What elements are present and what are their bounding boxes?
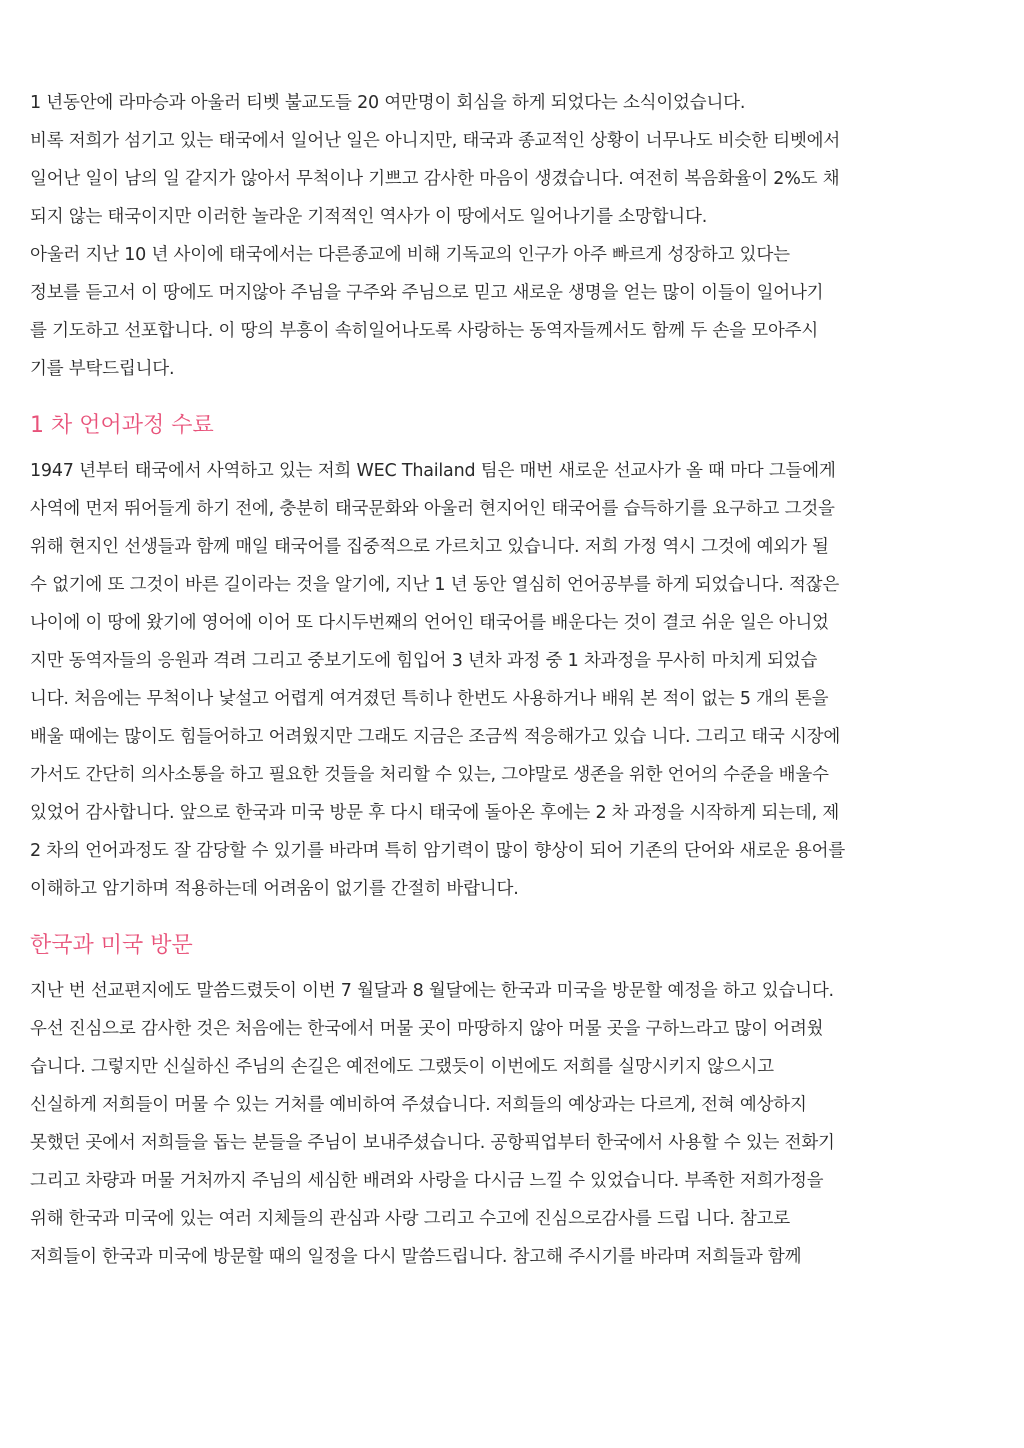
text-line: 지난 번 선교편지에도 말씀드렸듯이 이번 7 월달과 8 월달에는 한국과 미국을 방문할 예정을 하고 있습니다. [30, 981, 834, 1001]
text-line: 지만 동역자들의 응원과 격려 그리고 중보기도에 힘입어 3 년차 과정 중 1 차과정을 무사히 마치게 되었습 [30, 651, 818, 671]
text-line: 1947 년부터 태국에서 사역하고 있는 저희 WEC Thailand 팀은 매번 새로운 선교사가 올 때 마다 그들에게 [30, 461, 836, 481]
text-line: 아울러 지난 10 년 사이에 태국에서는 다른종교에 비해 기독교의 인구가 아주 빠르게 성장하고 있다는 [30, 245, 790, 265]
text-line: 위해 한국과 미국에 있는 여러 지체들의 관심과 사랑 그리고 수고에 진심으로감사를 드립 니다. 참고로 [30, 1209, 790, 1229]
text-line: 니다. 처음에는 무척이나 낯설고 어렵게 여겨졌던 특히나 한번도 사용하거나 배워 본 적이 없는 5 개의 톤을 [30, 689, 829, 709]
text-line: 를 기도하고 선포합니다. 이 땅의 부흥이 속히일어나도록 사랑하는 동역자들께서도 함께 두 손을 모아주시 [30, 321, 819, 341]
text-line: 있었어 감사합니다. 앞으로 한국과 미국 방문 후 다시 태국에 돌아온 후에는 2 차 과정을 시작하게 되는데, 제 [30, 803, 840, 823]
text-line: 신실하게 저희들이 머물 수 있는 거처를 예비하여 주셨습니다. 저희들의 예상과는 다르게, 전혀 예상하지 [30, 1095, 807, 1115]
text-line: 2 차의 언어과정도 잘 감당할 수 있기를 바라며 특히 암기력이 많이 향상이 되어 기존의 단어와 새로운 용어를 [30, 841, 846, 861]
text-line: 수 없기에 또 그것이 바른 길이라는 것을 알기에, 지난 1 년 동안 열심히 언어공부를 하게 되었습니다. 적잖은 [30, 575, 840, 595]
text-line: 일어난 일이 남의 일 같지가 않아서 무척이나 기쁘고 감사한 마음이 생겼습니다. 여전히 복음화율이 2%도 채 [30, 169, 840, 189]
document-body [30, 84, 990, 1276]
text-line: 위해 현지인 선생들과 함께 매일 태국어를 집중적으로 가르치고 있습니다. 저희 가정 역시 그것에 예외가 될 [30, 537, 829, 557]
text-line: 1 년동안에 라마승과 아울러 티벳 불교도들 20 여만명이 회심을 하게 되었다는 소식이었습니다. [30, 93, 746, 113]
text-line: 우선 진심으로 감사한 것은 처음에는 한국에서 머물 곳이 마땅하지 않아 머물 곳을 구하느라고 많이 어려웠 [30, 1019, 824, 1039]
text-line: 저희들이 한국과 미국에 방문할 때의 일정을 다시 말씀드립니다. 참고해 주시기를 바라며 저희들과 함께 [30, 1247, 802, 1267]
text-line: 나이에 이 땅에 왔기에 영어에 이어 또 다시두번째의 언어인 태국어를 배운다는 것이 결코 쉬운 일은 아니었 [30, 613, 829, 633]
text-line: 되지 않는 태국이지만 이러한 놀라운 기적적인 역사가 이 땅에서도 일어나기를 소망합니다. [30, 207, 708, 227]
section-heading-language-course: 1 차 언어과정 수료 [30, 413, 214, 438]
korea-usa-visit-paragraph [30, 972, 990, 1276]
text-line: 배울 때에는 많이도 힘들어하고 어려웠지만 그래도 지금은 조금씩 적응해가고 있습 니다. 그리고 태국 시장에 [30, 727, 841, 747]
text-line: 그리고 차량과 머물 거처까지 주님의 세심한 배려와 사랑을 다시금 느낄 수 있었습니다. 부족한 저희가정을 [30, 1171, 824, 1191]
text-line: 정보를 듣고서 이 땅에도 머지않아 주님을 구주와 주님으로 믿고 새로운 생명을 얻는 많이 이들이 일어나기 [30, 283, 824, 303]
text-line: 비록 저희가 섬기고 있는 태국에서 일어난 일은 아니지만, 태국과 종교적인 상황이 너무나도 비슷한 티벳에서 [30, 131, 841, 151]
text-line: 사역에 먼저 뛰어들게 하기 전에, 충분히 태국문화와 아울러 현지어인 태국어를 습득하기를 요구하고 그것을 [30, 499, 835, 519]
intro-paragraph [30, 84, 990, 388]
text-line: 가서도 간단히 의사소통을 하고 필요한 것들을 처리할 수 있는, 그야말로 생존을 위한 언어의 수준을 배울수 [30, 765, 829, 785]
text-line: 못했던 곳에서 저희들을 돕는 분들을 주님이 보내주셨습니다. 공항픽업부터 한국에서 사용할 수 있는 전화기 [30, 1133, 835, 1153]
text-line: 기를 부탁드립니다. [30, 359, 175, 379]
language-course-paragraph [30, 452, 990, 908]
text-line: 습니다. 그렇지만 신실하신 주님의 손길은 예전에도 그랬듯이 이번에도 저희를 실망시키지 않으시고 [30, 1057, 774, 1077]
text-line: 이해하고 암기하며 적용하는데 어려움이 없기를 간절히 바랍니다. [30, 879, 519, 899]
section-heading-korea-usa-visit: 한국과 미국 방문 [30, 933, 193, 958]
